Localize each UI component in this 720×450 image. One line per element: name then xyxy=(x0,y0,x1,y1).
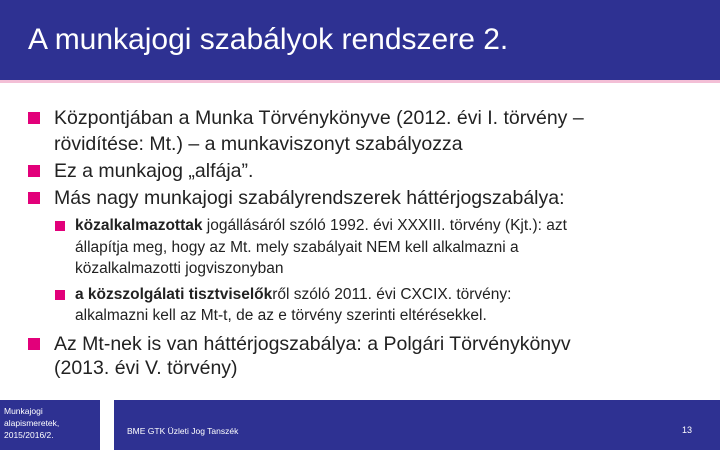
bullet-2-line-1: Ez a munkajog „alfája”. xyxy=(54,160,254,182)
slide-title: A munkajogi szabályok rendszere 2. xyxy=(28,23,509,56)
page-number: 13 xyxy=(681,425,692,435)
sub-bullet-square-icon xyxy=(55,221,65,231)
footer-department: BME GTK Üzleti Jog Tanszék xyxy=(127,426,239,436)
bullet-3-line-1: Más nagy munkajogi szabályrendszerek háttérjogszabálya: xyxy=(54,187,565,209)
bullet-square-icon xyxy=(28,338,40,350)
sub-bullet-1-line-1 xyxy=(75,217,567,235)
sub-bullet-2-line-2: alkalmazni kell az Mt-t, de az e törvény szerinti eltérésekkel. xyxy=(75,307,487,324)
sub-bullet-2-rest: ről szóló 2011. évi CXCIX. törvény: xyxy=(272,286,512,303)
footer-course-info xyxy=(4,405,98,441)
bullet-1-line-1: Központjában a Munka Törvénykönyve (2012. évi I. törvény – xyxy=(54,107,584,129)
footer-course-line-3: 2015/2016/2. xyxy=(4,430,54,440)
sub-bullet-1-line-3: közalkalmazotti jogviszonyban xyxy=(75,260,284,277)
sub-bullet-2-bold: a közszolgálati tisztviselők xyxy=(75,286,273,303)
bullet-4-line-2: (2013. évi V. törvény) xyxy=(54,357,238,379)
bullet-4-line-1: Az Mt-nek is van háttérjogszabálya: a Polgári Törvénykönyv xyxy=(54,333,571,355)
footer-course-line-2: alapismeretek, xyxy=(4,418,60,428)
bullet-square-icon xyxy=(28,192,40,204)
sub-bullet-1-rest: jogállásáról szóló 1992. évi XXXIII. törvény (Kjt.): azt xyxy=(202,217,567,234)
bullet-square-icon xyxy=(28,112,40,124)
bullet-square-icon xyxy=(28,165,40,177)
sub-bullet-1-bold: közalkalmazottak xyxy=(75,217,203,234)
sub-bullet-square-icon xyxy=(55,290,65,300)
sub-bullet-2-line-1 xyxy=(75,286,511,304)
footer-course-line-1: Munkajogi xyxy=(4,406,43,416)
sub-bullet-1-line-2: állapítja meg, hogy az Mt. mely szabályait NEM kell alkalmazni a xyxy=(75,239,519,256)
footer-gap xyxy=(100,400,114,450)
bullet-1-line-2: rövidítése: Mt.) – a munkaviszonyt szabályozza xyxy=(54,133,463,155)
